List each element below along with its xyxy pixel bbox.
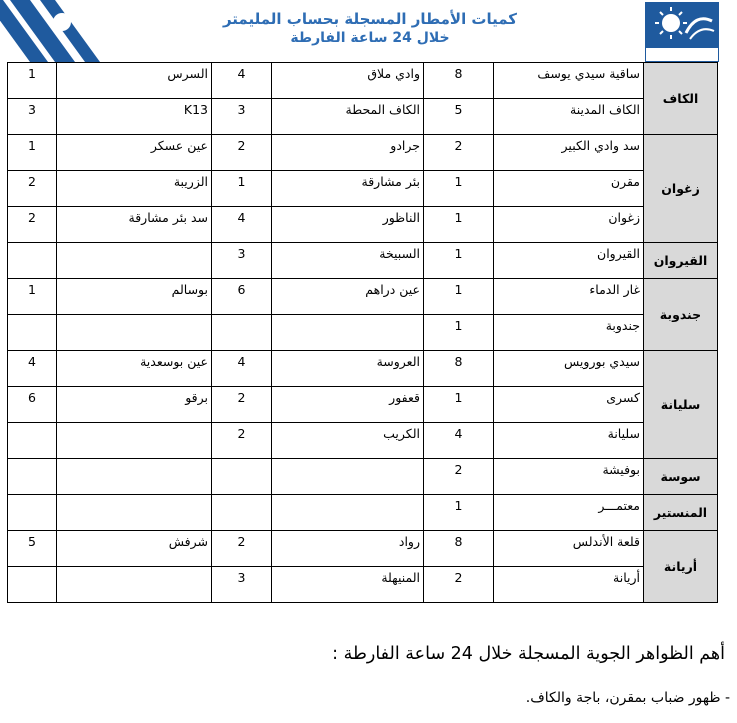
weather-phenomena-item: - ظهور ضباب بمقرن، باجة والكاف. [525,690,730,706]
station-name: بئر مشارقة [272,171,424,207]
station-name: K13 [57,99,212,135]
station-name: عين بوسعدية [57,351,212,387]
station-name: زغوان [494,207,644,243]
rainfall-value: 8 [424,351,494,387]
region-name: المنستير [644,495,718,531]
rainfall-value: 2 [212,531,272,567]
table-row [8,315,718,351]
station-name: قلعة الأندلس [494,531,644,567]
station-name: شرفش [57,531,212,567]
rainfall-value: 2 [424,459,494,495]
station-name: سليانة [494,423,644,459]
station-name: جرادو [272,135,424,171]
diagonal-stripes-icon [0,0,100,62]
rainfall-value: 1 [424,243,494,279]
rainfall-value: 5 [424,99,494,135]
table-row [8,423,718,459]
station-name [57,567,212,603]
rainfall-value: 1 [424,171,494,207]
rainfall-value: 1 [424,495,494,531]
station-name: الناظور [272,207,424,243]
table-row [8,207,718,243]
rainfall-value [8,243,57,279]
region-name: القيروان [644,243,718,279]
rainfall-value: 3 [212,243,272,279]
rainfall-value: 3 [212,99,272,135]
station-name: مقرن [494,171,644,207]
station-name: الزريبة [57,171,212,207]
rainfall-value: 1 [424,315,494,351]
station-name: رواد [272,531,424,567]
table-row [8,567,718,603]
sun-logo-icon [646,3,718,47]
page-title: كميات الأمطار المسجلة بحساب المليمتر [222,10,518,28]
station-name: سد بئر مشارقة [57,207,212,243]
station-name: القيروان [494,243,644,279]
rainfall-value: 4 [212,207,272,243]
rainfall-value [8,423,57,459]
station-name: السبيخة [272,243,424,279]
rainfall-value: 6 [212,279,272,315]
station-name: بوسالم [57,279,212,315]
rainfall-value: 2 [424,567,494,603]
station-name: عين عسكر [57,135,212,171]
station-name: عين دراهم [272,279,424,315]
institute-logo-icon [645,2,719,62]
rainfall-value: 4 [424,423,494,459]
table-row [8,531,718,567]
table-row [8,495,718,531]
station-name [272,459,424,495]
rainfall-value: 1 [8,63,57,99]
station-name: كسرى [494,387,644,423]
table-row [8,99,718,135]
region-name: زغوان [644,135,718,243]
title-block [170,10,570,47]
region-name: سوسة [644,459,718,495]
station-name: وادي ملاق [272,63,424,99]
rainfall-value: 8 [424,531,494,567]
rainfall-value: 2 [212,387,272,423]
region-name: أريانة [644,531,718,603]
rainfall-value: 3 [212,567,272,603]
rainfall-value: 1 [212,171,272,207]
rainfall-value: 5 [8,531,57,567]
rainfall-value: 2 [212,135,272,171]
station-name: السرس [57,63,212,99]
rainfall-value: 8 [424,63,494,99]
table-row [8,279,718,315]
station-name: غار الدماء [494,279,644,315]
page-subtitle: خلال 24 ساعة الفارطة [290,30,450,46]
station-name [272,315,424,351]
station-name: برقو [57,387,212,423]
rainfall-value: 3 [8,99,57,135]
station-name: الكاف المدينة [494,99,644,135]
station-name [57,459,212,495]
region-name: سليانة [644,351,718,459]
station-name: المنيهلة [272,567,424,603]
station-name: الكاف المحطة [272,99,424,135]
rainfall-value [212,459,272,495]
weather-phenomena-title: أهم الظواهر الجوية المسجلة خلال 24 ساعة الفارطة : [332,644,725,664]
station-name: سيدي بورويس [494,351,644,387]
station-name [57,423,212,459]
table-row [8,171,718,207]
station-name: بوفيشة [494,459,644,495]
station-name [57,315,212,351]
rainfall-value [8,315,57,351]
rainfall-value [8,495,57,531]
region-name: جندوبة [644,279,718,351]
rainfall-value [212,315,272,351]
rainfall-value: 1 [8,135,57,171]
region-name: الكاف [644,63,718,135]
rainfall-value: 4 [212,351,272,387]
station-name [57,495,212,531]
table-row [8,351,718,387]
table-row [8,243,718,279]
station-name: الكريب [272,423,424,459]
rainfall-value: 1 [424,279,494,315]
rainfall-value: 2 [8,207,57,243]
page-header [0,0,737,62]
station-name [57,243,212,279]
rainfall-value: 1 [8,279,57,315]
rainfall-value [212,495,272,531]
rainfall-value: 2 [424,135,494,171]
station-name: معتمـــر [494,495,644,531]
rainfall-value [8,459,57,495]
station-name: قعفور [272,387,424,423]
table-row [8,63,718,99]
logo-caption [646,48,718,61]
rainfall-value: 2 [8,171,57,207]
station-name: جندوبة [494,315,644,351]
station-name: العروسة [272,351,424,387]
rainfall-value: 4 [212,63,272,99]
station-name: ساقية سيدي يوسف [494,63,644,99]
rainfall-table [7,62,718,603]
rainfall-value: 1 [424,387,494,423]
station-name: سد وادي الكبير [494,135,644,171]
rainfall-value: 1 [424,207,494,243]
rainfall-value: 2 [212,423,272,459]
rainfall-value: 6 [8,387,57,423]
table-row [8,459,718,495]
rainfall-value [8,567,57,603]
table-row [8,387,718,423]
table-row [8,135,718,171]
station-name: أريانة [494,567,644,603]
rainfall-value: 4 [8,351,57,387]
station-name [272,495,424,531]
